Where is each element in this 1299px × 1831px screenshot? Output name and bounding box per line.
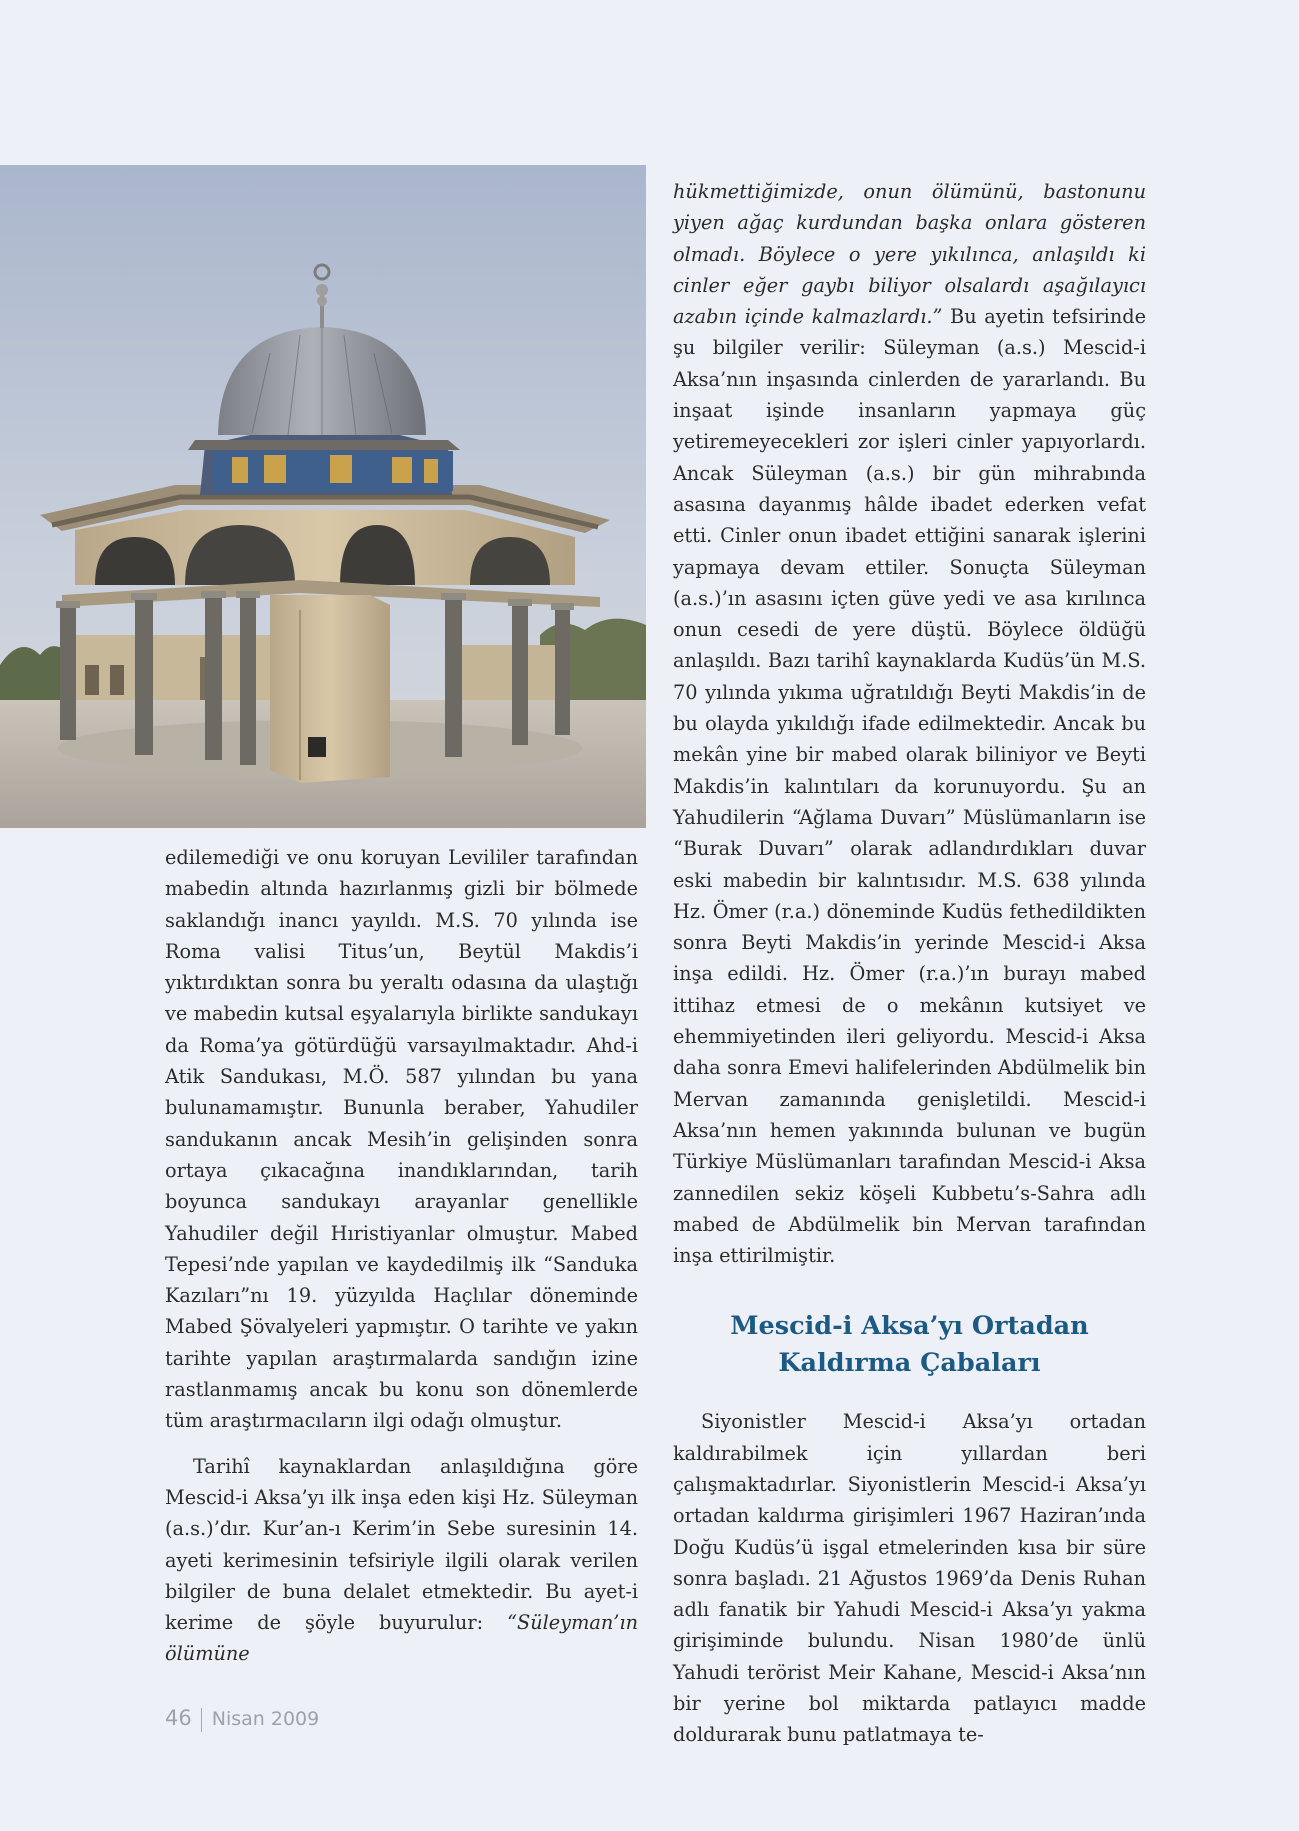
left-paragraph-2-text: Tarihî kaynaklardan anlaşıldığına göre Mescid-i Aksa’yı ilk inşa eden kişi Hz. Süleyman (a.s.)’dır. Kur’an-ı Kerim’in Sebe suresinin 14. ayeti kerimesinin tefsiriyle ilgili olarak verilen bilgiler de buna delalet etmektedir. Bu ayet-i kerime de şöyle buyurulur:: [165, 1454, 638, 1635]
folio-divider: [201, 1708, 202, 1732]
dome-photo: [0, 165, 646, 828]
left-paragraph-2: [165, 1451, 638, 1670]
quran-quote-end: hükmettiğimizde, onun ölümünü, bastonunu yiyen ağaç kurdundan başka onlara gösteren olmadı. Böylece o yere yıkılınca, anlaşıldı ki cinler eğer gaybı biliyor olsalardı aşağılayıcı azabın içinde kalmazlardı.”: [673, 180, 1146, 329]
left-paragraph-1: edilemediği ve onu koruyan Levililer tarafından mabedin altında hazırlanmış gizli bir bölmede saklandığı inancı yayıldı. M.S. 70 yılında ise Roma valisi Titus’un, Beytül Makdis’i yıktırdıktan sonra bu yeraltı odasına da ulaştığı ve mabedin kutsal eşyalarıyla birlikte sandukayı da Roma’ya götürdüğü varsayılmaktadır. Ahd-i Atik Sandukası, M.Ö. 587 yılından bu yana bulunamamıştır. Bununla beraber, Yahudiler sandukanın ancak Mesih’in gelişinden sonra ortaya çıkacağına inandıklarından, tarih boyunca sandukayı arayanlar genellikle Yahudiler değil Hıristiyanlar olmuştur. Mabed Tepesi’nde yapılan ve kaydedilmiş ilk “Sanduka Kazıları”nı 19. yüzyılda Haçlılar döneminde Mabed Şövalyeleri yapmıştır. O tarihte ve yakın tarihte yapılan araştırmalarda sandığın izine rastlanmamış ancak bu konu son dönemlerde tüm araştırmacıların ilgi odağı olmuştur.: [165, 846, 638, 1433]
section-heading: [673, 1308, 1146, 1382]
right-paragraph-1: [673, 176, 1146, 1271]
page-folio: [165, 1705, 319, 1732]
issue-date: Nisan 2009: [211, 1708, 320, 1730]
section-heading-line-2: Kaldırma Çabaları: [778, 1348, 1041, 1379]
right-text-column: [673, 176, 1146, 1751]
right-paragraph-1-text: Bu ayetin tefsirinde şu bilgiler verilir: Süleyman (a.s.) Mescid-i Aksa’nın inşasında cinlerden de yararlandı. Bu inşaat işinde insanların yapmaya güç yetiremeyecekleri zor işleri cinler yapıyorlardı. Ancak Süleyman (a.s.) bir gün mihrabında asasına dayanmış hâlde ibadet ederken vefat etti. Cinler onun ibadet ettiğini sanarak işlerini yapmaya devam ettiler. Sonuçta Süleyman (a.s.)’ın asasını içten güve yedi ve asa kırılınca onun cesedi de yere düştü. Böylece öldüğü anlaşıldı. Bazı tarihî kaynaklarda Kudüs’ün M.S. 70 yılında yıkıma uğratıldığı Beyti Makdis’in de bu olayda yıkıldığı ifade edilmektedir. Ancak bu mekân yine bir mabed olarak biliniyor ve Beyti Makdis’in kalıntıları da korunuyordu. Şu an Yahudilerin “Ağlama Duvarı” Müslümanların ise “Burak Duvarı” olarak adlandırdıkları duvar eski mabedin bir kalıntısıdır. M.S. 638 yılında Hz. Ömer (r.a.) döneminde Kudüs fethedildikten sonra Beyti Makdis’in yerinde Mescid-i Aksa inşa edildi. Hz. Ömer (r.a.)’ın burayı mabed ittihaz etmesi de o mekânın kutsiyet ve ehemmiyetinden ileri geliyordu. Mescid-i Aksa daha sonra Emevi halifelerinden Abdülmelik bin Mervan zamanında genişletildi. Mescid-i Aksa’nın hemen yakınında bulunan ve bugün Türkiye Müslümanları tarafından Mescid-i Aksa zannedilen sekiz köşeli Kubbetu’s-Sahra adlı mabed de Abdülmelik bin Mervan tarafından inşa ettirilmiştir.: [673, 305, 1146, 1268]
quran-quote-start: “Süleyman’ın ölümüne: [165, 1611, 638, 1666]
page-number: 46: [165, 1706, 192, 1730]
right-paragraph-2: Siyonistler Mescid-i Aksa’yı ortadan kaldırabilmek için yıllardan beri çalışmaktadırlar. Siyonistlerin Mescid-i Aksa’yı ortadan kaldırma girişimleri 1967 Haziran’ında Doğu Kudüs’ü işgal etmelerinden kısa bir süre sonra başladı. 21 Ağustos 1969’da Denis Ruhan adlı fanatik bir Yahudi Mescid-i Aksa’yı yakma girişiminde bulundu. Nisan 1980’de ünlü Yahudi terörist Meir Kahane, Mescid-i Aksa’nın bir yerine bol miktarda patlayıcı madde doldurarak bunu patlatmaya te-: [673, 1410, 1146, 1747]
left-text-column: [165, 842, 638, 1670]
section-heading-line-1: Mescid-i Aksa’yı Ortadan: [730, 1311, 1089, 1342]
